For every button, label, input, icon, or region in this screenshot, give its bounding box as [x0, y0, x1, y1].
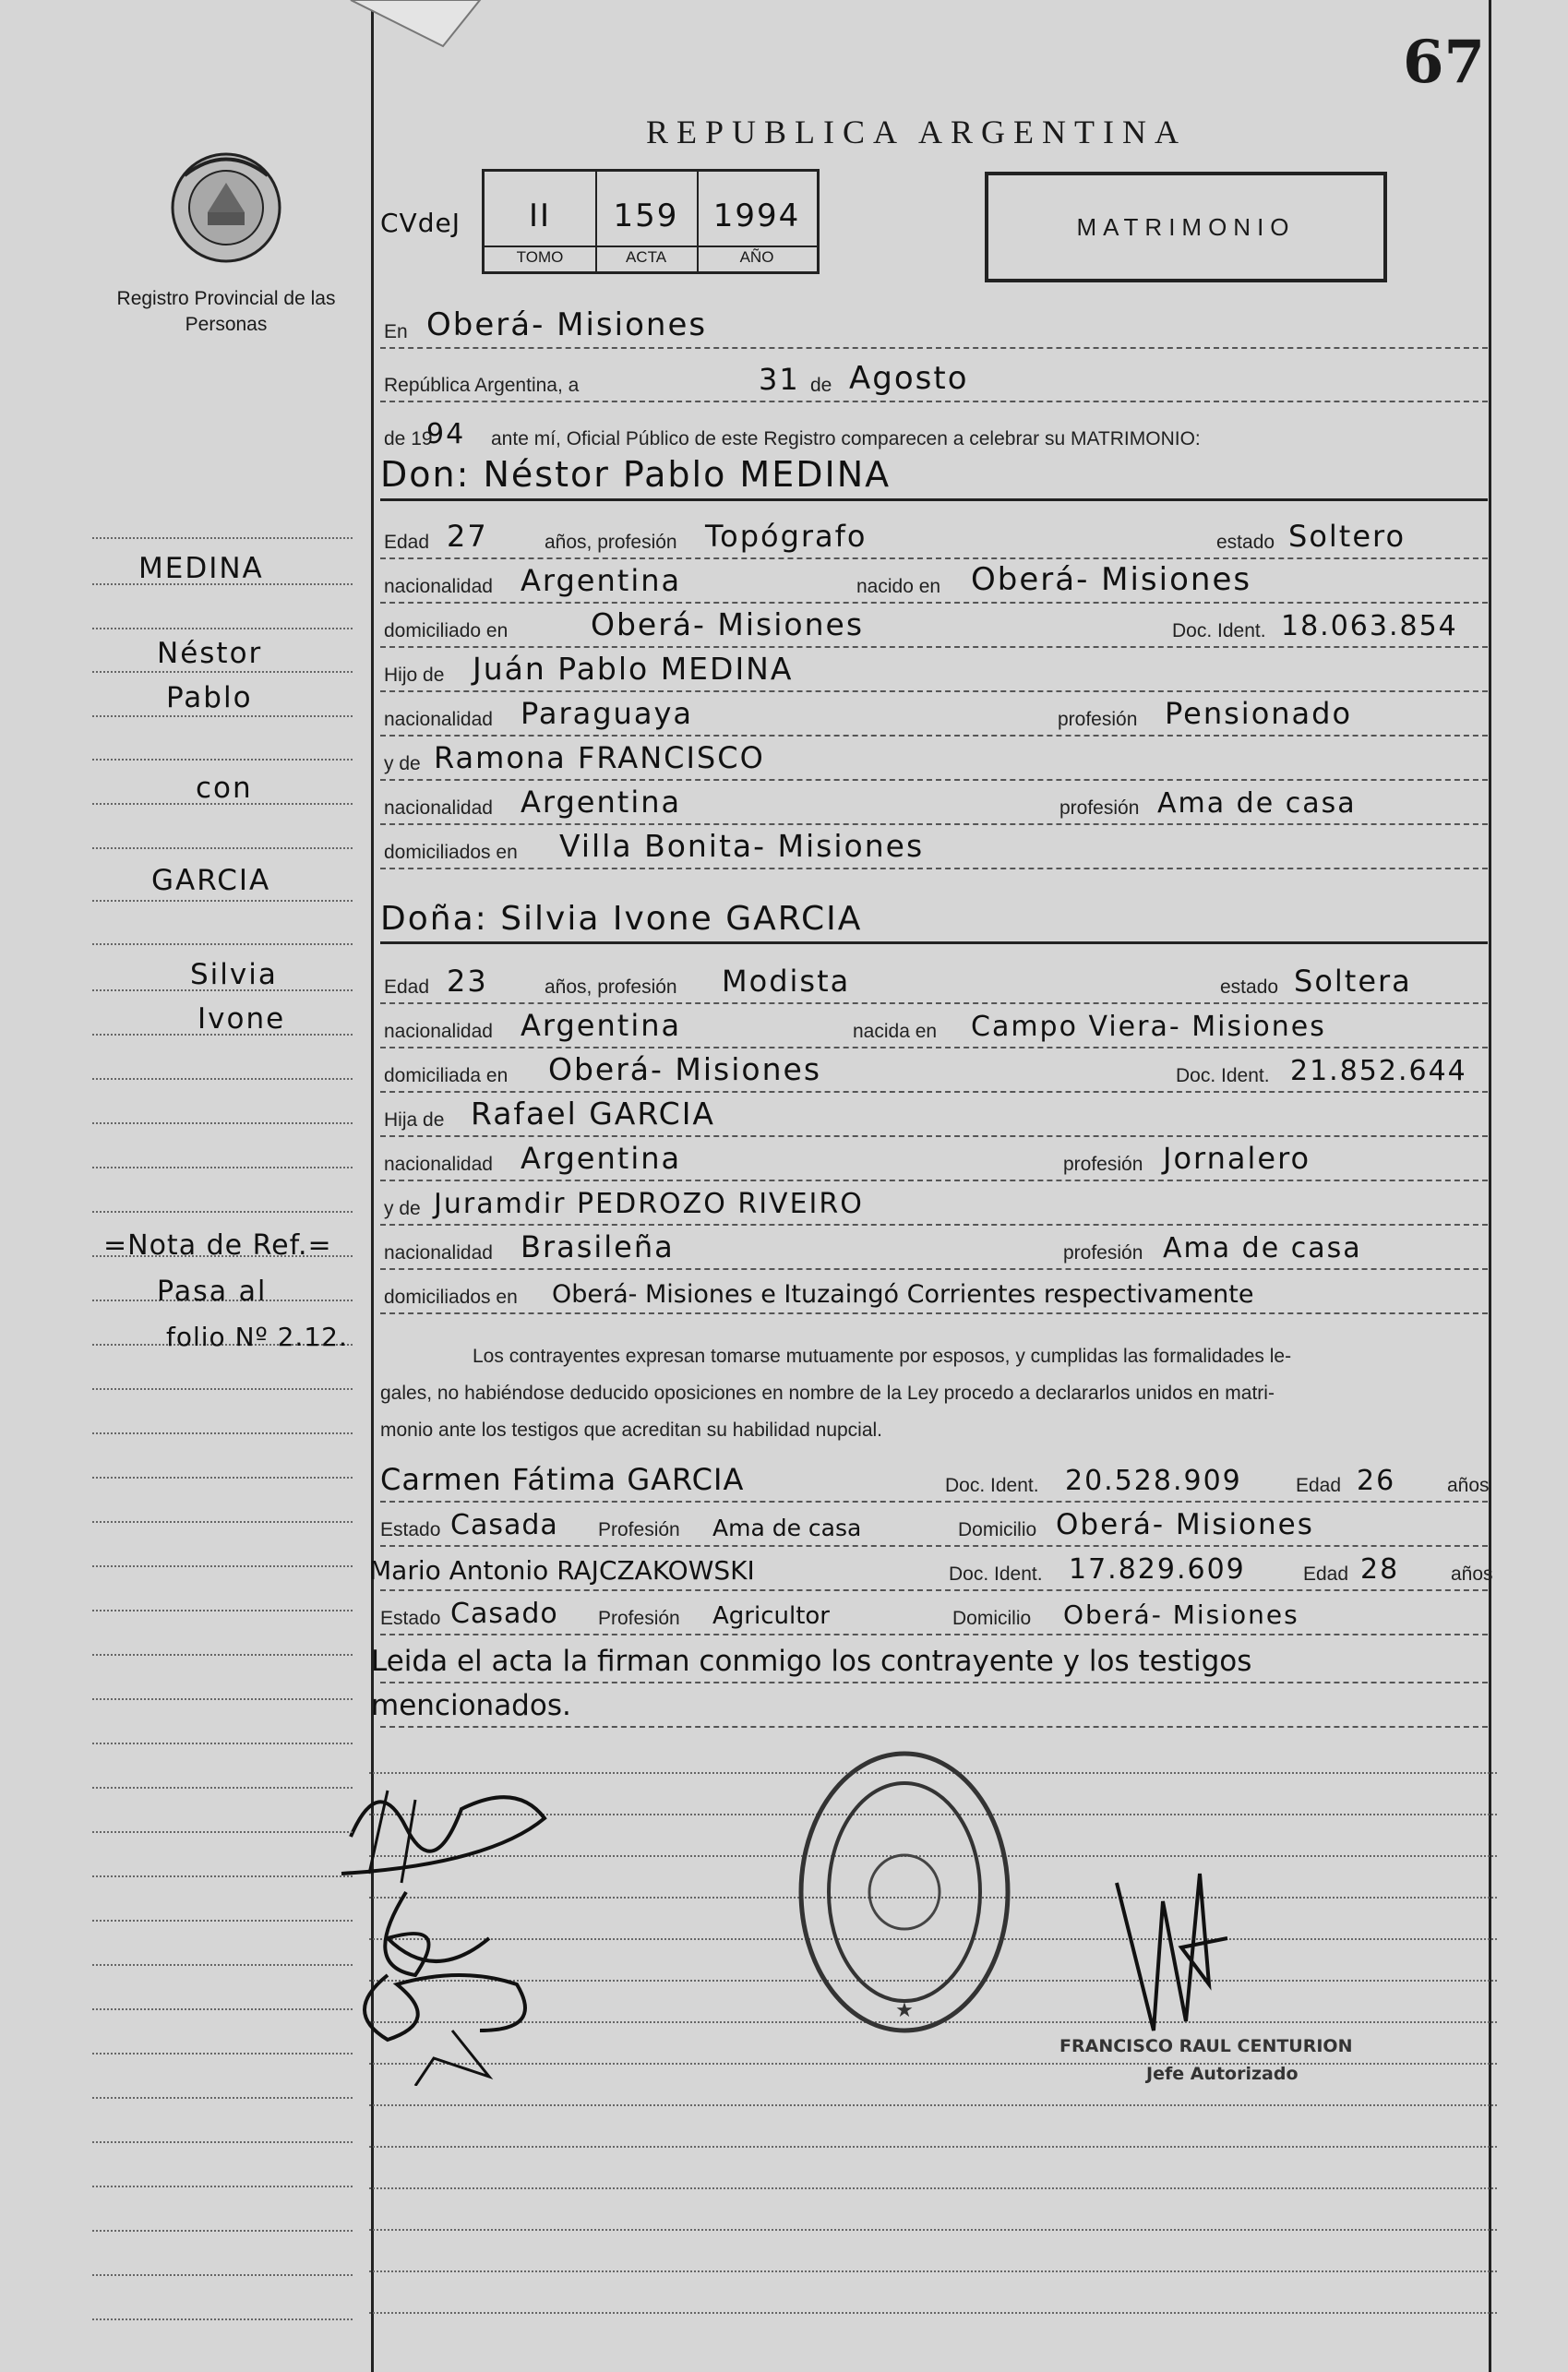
- groom-nationality-row: [380, 559, 1488, 604]
- edad-label: Edad: [1303, 1563, 1349, 1585]
- margin-line: [92, 1477, 353, 1479]
- domicile-label: Domicilio: [952, 1608, 1032, 1629]
- witness-1-domicile: Oberá- Misiones: [1056, 1508, 1314, 1541]
- margin-line: [92, 2097, 353, 2099]
- groom-domicile-row: [380, 604, 1488, 648]
- margin-line: [92, 1654, 353, 1656]
- bride-mother: Juramdir PEDROZO RIVEIRO: [434, 1188, 864, 1220]
- bride-mother-nationality: Brasileña: [521, 1229, 675, 1264]
- profession-label: Profesión: [598, 1519, 680, 1540]
- margin-note-middle-name: Pablo: [166, 681, 253, 714]
- reference-box: [482, 169, 820, 274]
- margin-line: [92, 1565, 353, 1567]
- profession-label: años, profesión: [545, 532, 677, 553]
- statement-text: ante mí, Oficial Público de este Registro comparecen a celebrar su MATRIMONIO:: [491, 428, 1201, 449]
- margin-line: [92, 847, 353, 849]
- groom-age-row: [380, 515, 1488, 559]
- margin-line: [92, 2053, 353, 2055]
- bride-nationality: Argentina: [521, 1008, 682, 1043]
- blank-line: [369, 2270, 1497, 2272]
- margin-note-pasa-al: Pasa al: [157, 1276, 268, 1308]
- bride-father: Rafael GARCIA: [471, 1096, 716, 1132]
- margin-note-surname: MEDINA: [138, 552, 264, 585]
- month-value: Agosto: [849, 360, 969, 397]
- margin-line: [92, 1122, 353, 1124]
- svg-text:★: ★: [895, 1999, 914, 2022]
- groom-mother-row: [380, 737, 1488, 781]
- bride-mother-row: [380, 1181, 1488, 1226]
- witness-1-name: Carmen Fátima GARCIA: [380, 1462, 745, 1497]
- groom-full-name: Don: Néstor Pablo MEDINA: [380, 454, 892, 495]
- margin-line: [92, 1610, 353, 1611]
- date-row: [380, 358, 1488, 402]
- and-of-label: y de: [384, 753, 421, 774]
- margin-note-con: con: [196, 772, 253, 805]
- groom-mother: Ramona FRANCISCO: [434, 740, 765, 775]
- margin-line: [92, 628, 353, 629]
- official-stamp: [789, 1740, 1020, 2044]
- witness-1-doc: 20.528.909: [1065, 1465, 1242, 1497]
- declaration-line-2: gales, no habiéndose deducido oposiciones en nombre de la Ley procedo a declararlos unidos en matri-: [380, 1383, 1275, 1404]
- edad-label: Edad: [1296, 1475, 1342, 1496]
- closing-line-1: Leida el acta la firman conmigo los contrayente y los testigos: [371, 1645, 1252, 1678]
- right-margin-rule: [1489, 0, 1491, 2372]
- doc-label: Doc. Ident.: [949, 1563, 1043, 1585]
- year-suffix: 94: [426, 418, 466, 450]
- groom-birthplace: Oberá- Misiones: [971, 561, 1252, 598]
- margin-line: [92, 900, 353, 902]
- margin-line: [92, 715, 353, 717]
- groom-age: 27: [447, 519, 488, 554]
- witness-1-row: [380, 1458, 1488, 1503]
- bride-father-profession: Jornalero: [1163, 1141, 1311, 1176]
- provincial-seal-logo: [166, 148, 286, 268]
- groom-father: Juán Pablo MEDINA: [473, 651, 794, 687]
- closing-line-2: mencionados.: [371, 1689, 571, 1722]
- witness-2-age: 28: [1360, 1553, 1400, 1586]
- bride-father-nationality: Argentina: [521, 1141, 682, 1176]
- margin-line: [92, 1831, 353, 1833]
- margin-note-bride-first-name: Silvia: [190, 958, 278, 991]
- tomo-value: II: [528, 198, 552, 234]
- place-value: Oberá- Misiones: [426, 306, 708, 343]
- groom-parents-domicile-row: [380, 825, 1488, 869]
- bride-name-row: [380, 893, 1488, 944]
- groom-domicile: Oberá- Misiones: [591, 606, 865, 642]
- bride-full-name: Doña: Silvia Ivone GARCIA: [380, 900, 863, 938]
- profession-label: profesión: [1058, 709, 1138, 730]
- margin-note-bride-surname: GARCIA: [151, 864, 271, 897]
- margin-note-first-name: Néstor: [157, 637, 263, 670]
- acta-value: 159: [613, 198, 679, 234]
- de-label: de: [810, 375, 832, 396]
- groom-mother-nationality: Argentina: [521, 785, 682, 820]
- reference-prefix: CVdeJ: [380, 208, 461, 238]
- closing-row-1: [371, 1639, 1488, 1683]
- margin-line: [92, 1211, 353, 1213]
- blank-line: [369, 2146, 1497, 2148]
- groom-status: Soltero: [1288, 519, 1406, 554]
- bride-age-row: [380, 960, 1488, 1004]
- groom-profession: Topógrafo: [705, 519, 868, 554]
- born-label: nacida en: [853, 1021, 938, 1042]
- blank-line: [369, 2312, 1497, 2314]
- blank-line: [369, 2104, 1497, 2106]
- margin-line: [92, 1167, 353, 1168]
- official-signature: [1098, 1846, 1237, 2049]
- day-value: 31: [759, 362, 800, 397]
- acta-label: ACTA: [625, 248, 667, 266]
- born-label: nacido en: [856, 576, 941, 597]
- groom-mother-profession: Ama de casa: [1157, 787, 1357, 820]
- groom-father-profession: Pensionado: [1165, 696, 1353, 731]
- status-label: estado: [1220, 976, 1279, 998]
- witness-2-details-row: [380, 1591, 1488, 1635]
- blank-line: [369, 2187, 1497, 2189]
- page-number: 67: [1403, 28, 1486, 97]
- groom-mother-details-row: [380, 781, 1488, 825]
- closing-row-2: [371, 1683, 1488, 1728]
- status-label: Estado: [380, 1608, 441, 1629]
- parents-domicile-label: domiciliados en: [384, 1287, 518, 1308]
- margin-line: [92, 1920, 353, 1922]
- profession-label: profesión: [1063, 1154, 1143, 1175]
- official-name: FRANCISCO RAUL CENTURION: [1059, 2036, 1353, 2056]
- witness-1-profession: Ama de casa: [712, 1515, 862, 1541]
- ano-value: 1994: [712, 198, 801, 234]
- record-type-box: MATRIMONIO: [985, 172, 1387, 282]
- witness-2-profession: Agricultor: [712, 1602, 830, 1630]
- margin-line: [92, 1698, 353, 1700]
- doc-label: Doc. Ident.: [1176, 1065, 1270, 1086]
- profession-label: profesión: [1063, 1242, 1143, 1264]
- son-of-label: Hijo de: [384, 665, 445, 686]
- nationality-label: nacionalidad: [384, 1021, 493, 1042]
- witness-2-row: [369, 1547, 1493, 1591]
- blank-line: [369, 2229, 1497, 2231]
- margin-line: [92, 671, 353, 673]
- groom-doc: 18.063.854: [1281, 610, 1458, 642]
- witness-2-status: Casado: [450, 1598, 558, 1630]
- bride-doc: 21.852.644: [1290, 1055, 1467, 1087]
- bride-profession: Modista: [722, 964, 851, 999]
- daughter-of-label: Hija de: [384, 1109, 445, 1131]
- statement-row: [380, 412, 1488, 454]
- and-of-label: y de: [384, 1198, 421, 1219]
- declaration-line-3: monio ante los testigos que acreditan su habilidad nupcial.: [380, 1420, 883, 1441]
- bride-status: Soltera: [1294, 964, 1412, 999]
- republic-label: República Argentina, a: [384, 375, 580, 396]
- bride-domicile: Oberá- Misiones: [548, 1051, 822, 1087]
- margin-line: [92, 1521, 353, 1523]
- margin-line: [92, 1875, 353, 1877]
- margin-line: [92, 1964, 353, 1966]
- margin-line: [92, 537, 353, 539]
- groom-parents-domicile: Villa Bonita- Misiones: [559, 828, 925, 864]
- bride-mother-profession: Ama de casa: [1163, 1232, 1362, 1264]
- groom-father-details-row: [380, 692, 1488, 737]
- bride-nationality-row: [380, 1004, 1488, 1048]
- bride-mother-details-row: [380, 1226, 1488, 1270]
- bride-age: 23: [447, 964, 488, 999]
- margin-line: [92, 2274, 353, 2276]
- nationality-label: nacionalidad: [384, 576, 493, 597]
- margin-line: [92, 2141, 353, 2143]
- bride-domicile-row: [380, 1048, 1488, 1093]
- margin-line: [92, 2186, 353, 2187]
- margin-note-folio: folio Nº 2.12.: [166, 1322, 348, 1352]
- margin-line: [92, 1078, 353, 1080]
- margin-line: [92, 1787, 353, 1789]
- witness-2-doc: 17.829.609: [1069, 1553, 1246, 1586]
- margin-line: [92, 2318, 353, 2320]
- groom-father-row: [380, 648, 1488, 692]
- witness-2-name: Mario Antonio RAJCZAKOWSKI: [369, 1555, 755, 1586]
- nationality-label: nacionalidad: [384, 1242, 493, 1264]
- domicile-label: Domicilio: [958, 1519, 1037, 1540]
- folded-corner: [332, 0, 498, 55]
- margin-line: [92, 759, 353, 761]
- registry-name: Registro Provincial de las Personas: [116, 288, 336, 335]
- ano-label: AÑO: [739, 248, 774, 266]
- tomo-label: TOMO: [516, 248, 564, 266]
- year-prefix: de 19: [384, 428, 433, 449]
- groom-name-row: [380, 452, 1488, 501]
- margin-line: [92, 2230, 353, 2232]
- nationality-label: nacionalidad: [384, 1154, 493, 1175]
- parents-domicile-label: domiciliados en: [384, 842, 518, 863]
- nationality-label: nacionalidad: [384, 797, 493, 819]
- country-title: REPUBLICA ARGENTINA: [646, 114, 1188, 150]
- margin-line: [92, 1432, 353, 1434]
- witness-1-status: Casada: [450, 1509, 558, 1541]
- margin-line: [92, 1743, 353, 1744]
- profession-label: Profesión: [598, 1608, 680, 1629]
- margin-line: [92, 2008, 353, 2010]
- groom-father-nationality: Paraguaya: [521, 696, 693, 731]
- official-title: Jefe Autorizado: [1146, 2064, 1299, 2084]
- witness-1-details-row: [380, 1503, 1488, 1547]
- domicile-label: domiciliada en: [384, 1065, 509, 1086]
- margin-line: [92, 943, 353, 945]
- witness-2-domicile: Oberá- Misiones: [1063, 1599, 1299, 1630]
- place-row: [380, 305, 1488, 349]
- years-label: años: [1447, 1475, 1490, 1496]
- bride-parents-domicile: Oberá- Misiones e Ituzaingó Corrientes respectivamente: [552, 1280, 1254, 1309]
- margin-line: [92, 1388, 353, 1390]
- witness-1-age: 26: [1357, 1465, 1396, 1497]
- edad-label: Edad: [384, 532, 430, 553]
- doc-label: Doc. Ident.: [1172, 620, 1266, 641]
- nationality-label: nacionalidad: [384, 709, 493, 730]
- bride-father-row: [380, 1093, 1488, 1137]
- years-label: años: [1451, 1563, 1493, 1585]
- profession-label: profesión: [1059, 797, 1140, 819]
- bride-birthplace: Campo Viera- Misiones: [971, 1011, 1326, 1043]
- domicile-label: domiciliado en: [384, 620, 509, 641]
- status-label: estado: [1216, 532, 1275, 553]
- doc-label: Doc. Ident.: [945, 1475, 1039, 1496]
- bride-father-details-row: [380, 1137, 1488, 1181]
- margin-note-reference: =Nota de Ref.=: [103, 1229, 332, 1262]
- groom-nationality: Argentina: [521, 563, 682, 598]
- en-label: En: [384, 321, 408, 342]
- declaration-line-1: Los contrayentes expresan tomarse mutuamente por esposos, y cumplidas las formalidades le-: [473, 1346, 1292, 1367]
- margin-note-bride-middle-name: Ivone: [197, 1002, 286, 1036]
- profession-label: años, profesión: [545, 976, 677, 998]
- bride-parents-domicile-row: [380, 1270, 1488, 1314]
- status-label: Estado: [380, 1519, 441, 1540]
- edad-label: Edad: [384, 976, 430, 998]
